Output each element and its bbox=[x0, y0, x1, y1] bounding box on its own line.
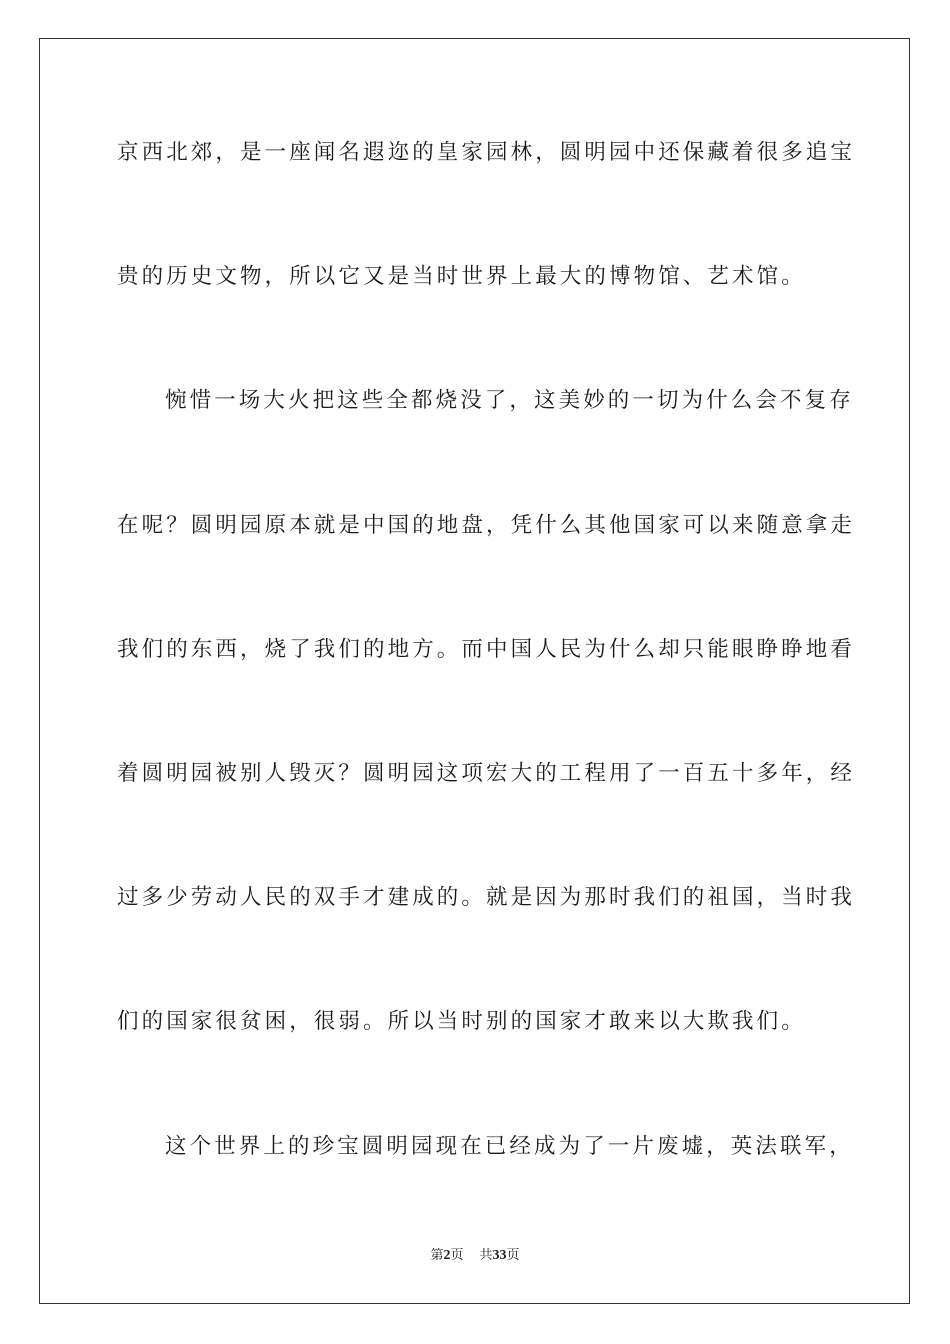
total-suffix: 页 bbox=[506, 1248, 520, 1263]
text-line: 们的国家很贫困，很弱。所以当时别的国家才敢来以大欺我们。 bbox=[117, 1009, 806, 1034]
page-prefix: 第 bbox=[430, 1248, 444, 1263]
text-line: 在呢？圆明园原本就是中国的地盘，凭什么其他国家可以来随意拿走 bbox=[117, 513, 856, 538]
text-line: 京西北郊，是一座闻名遐迩的皇家园林，圆明园中还保藏着很多追宝 bbox=[117, 140, 856, 165]
paragraph-start-line: 惋惜一场大火把这些全都烧没了，这美妙的一切为什么会不复存 bbox=[165, 388, 854, 413]
text-line: 过多少劳动人民的双手才建成的。就是因为那时我们的祖国，当时我 bbox=[117, 885, 856, 910]
text-line: 贵的历史文物，所以它又是当时世界上最大的博物馆、艺术馆。 bbox=[117, 264, 806, 289]
page-border bbox=[39, 38, 910, 1304]
paragraph-start-line: 这个世界上的珍宝圆明园现在已经成为了一片废墟，英法联军， bbox=[165, 1134, 854, 1159]
page-footer bbox=[0, 1247, 950, 1265]
page-suffix: 页 bbox=[450, 1248, 464, 1263]
total-prefix: 共 bbox=[479, 1248, 493, 1263]
text-line: 着圆明园被别人毁灭？圆明园这项宏大的工程用了一百五十多年，经 bbox=[117, 761, 856, 786]
current-page-number: 2 bbox=[443, 1248, 451, 1263]
text-line: 我们的东西，烧了我们的地方。而中国人民为什么却只能眼睁睁地看 bbox=[117, 637, 856, 662]
total-pages-number: 33 bbox=[492, 1248, 507, 1263]
